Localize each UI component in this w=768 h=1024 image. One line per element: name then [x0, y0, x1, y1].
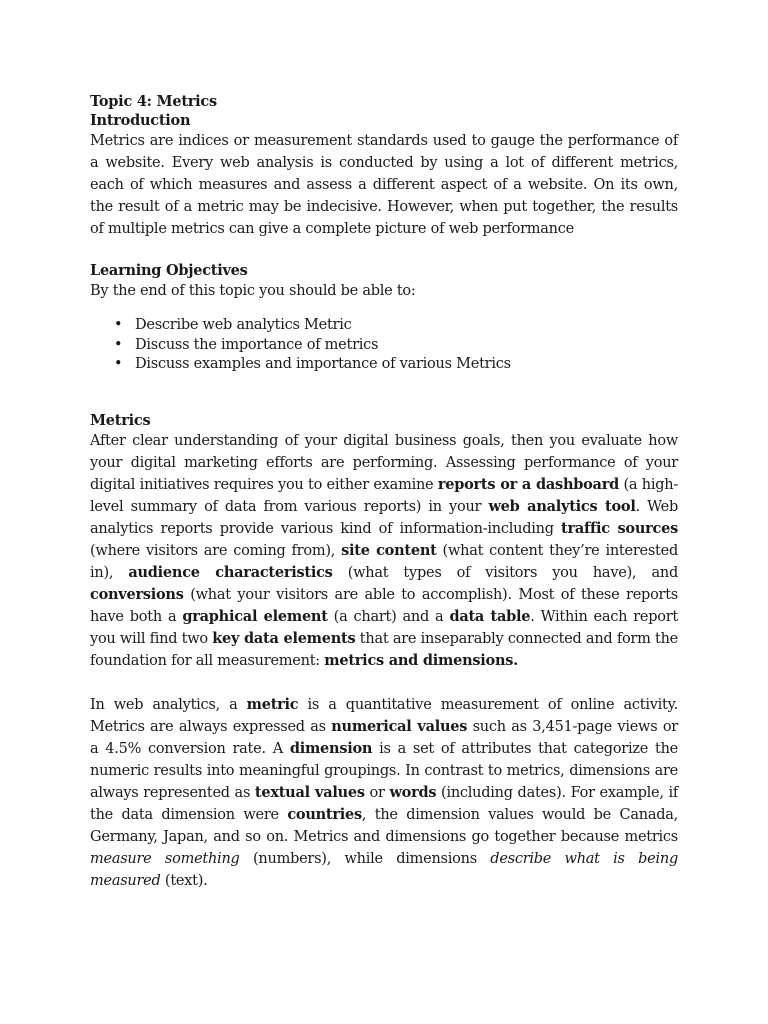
bold-term: words	[389, 783, 437, 801]
bullet-icon: •	[114, 336, 123, 353]
text-run: In web analytics, a	[90, 696, 247, 713]
bold-term: key data elements	[212, 629, 356, 647]
bold-term: site content	[341, 541, 437, 559]
objectives-list	[90, 316, 678, 375]
bold-term: dimension	[289, 739, 373, 757]
list-item-text: Discuss the importance of metrics	[135, 336, 379, 353]
bullet-icon: •	[114, 356, 123, 372]
text-run: (text).	[160, 872, 208, 889]
bold-term: graphical element	[182, 607, 328, 625]
introduction-heading: Introduction	[90, 112, 191, 129]
text-run: that are inseparably connected and form the foundation for all measurement:	[90, 630, 678, 669]
text-run: (what your visitors are able to accomplish). Most of these reports have both a	[90, 586, 678, 625]
metrics-paragraph-2	[90, 694, 678, 892]
text-run: (a high-level summary of data from various reports) in your	[90, 476, 678, 515]
learning-objectives-intro: By the end of this topic you should be able to:	[90, 283, 416, 299]
spacer	[90, 240, 678, 261]
bold-term: metric	[246, 695, 299, 713]
text-run: , the dimension values would be Canada, Germany, Japan, and so on. Metrics and dimensions go together because metrics	[90, 806, 678, 845]
text-run: (numbers), while dimensions	[239, 850, 491, 867]
bold-term: audience characteristics	[128, 563, 333, 581]
text-run: (a chart) and a	[327, 608, 450, 625]
text-run: (what content they’re interested in),	[90, 542, 678, 581]
bold-term: data table	[449, 607, 531, 625]
list-item	[90, 336, 678, 356]
bold-term: web analytics tool	[488, 497, 636, 515]
bold-term: traffic sources	[561, 519, 679, 537]
document-page	[90, 92, 678, 892]
learning-objectives-heading: Learning Objectives	[90, 262, 248, 279]
metrics-paragraph-1	[90, 430, 678, 672]
text-run: . Within each report you will find two	[90, 608, 679, 647]
text-run: is a quantitative measurement of online activity. Metrics are always expressed as	[90, 696, 678, 735]
list-item-text: Discuss examples and importance of various Metrics	[135, 356, 511, 372]
bold-term: metrics and dimensions.	[324, 651, 518, 669]
bold-term: conversions	[90, 585, 184, 603]
spacer	[90, 672, 678, 694]
list-item	[90, 355, 678, 375]
bold-term: textual values	[254, 783, 365, 801]
bullet-icon: •	[114, 317, 123, 333]
bold-term: numerical values	[331, 717, 468, 735]
bold-term: reports or a dashboard	[437, 475, 619, 493]
text-run: . Web analytics reports provide various kind of information-including	[90, 498, 678, 537]
topic-title: Topic 4: Metrics	[90, 93, 217, 110]
text-run: (what types of visitors you have), and	[332, 564, 678, 581]
italic-term: measure something	[90, 850, 240, 867]
text-run: (including dates). For example, if the data dimension were	[90, 784, 678, 823]
text-run: or	[364, 784, 390, 801]
spacer	[90, 302, 678, 316]
list-item	[90, 316, 678, 336]
spacer	[90, 375, 678, 411]
text-run: (where visitors are coming from),	[90, 542, 342, 559]
text-run: is a set of attributes that categorize the numeric results into meaningful groupings. In contrast to metrics, dimensions are always represented as	[90, 740, 678, 801]
text-run: such as 3,451-page views or a 4.5% conversion rate. A	[90, 718, 678, 757]
text-run: After clear understanding of your digital business goals, then you evaluate how your digital marketing efforts are performing. Assessing performance of your digital initiatives requires you to either examine	[90, 432, 678, 493]
metrics-heading: Metrics	[90, 411, 151, 429]
list-item-text: Describe web analytics Metric	[135, 317, 352, 333]
bold-term: countries	[287, 805, 362, 823]
italic-term: describe what is being measured	[90, 850, 678, 889]
introduction-body: Metrics are indices or measurement standards used to gauge the performance of a website. Every web analysis is conducted by using a lot of different metrics, each of which measures and assess a different aspect of a website. On its own, the result of a metric may be indecisive. However, when put together, the results of multiple metrics can give a complete picture of web performance	[90, 133, 678, 237]
